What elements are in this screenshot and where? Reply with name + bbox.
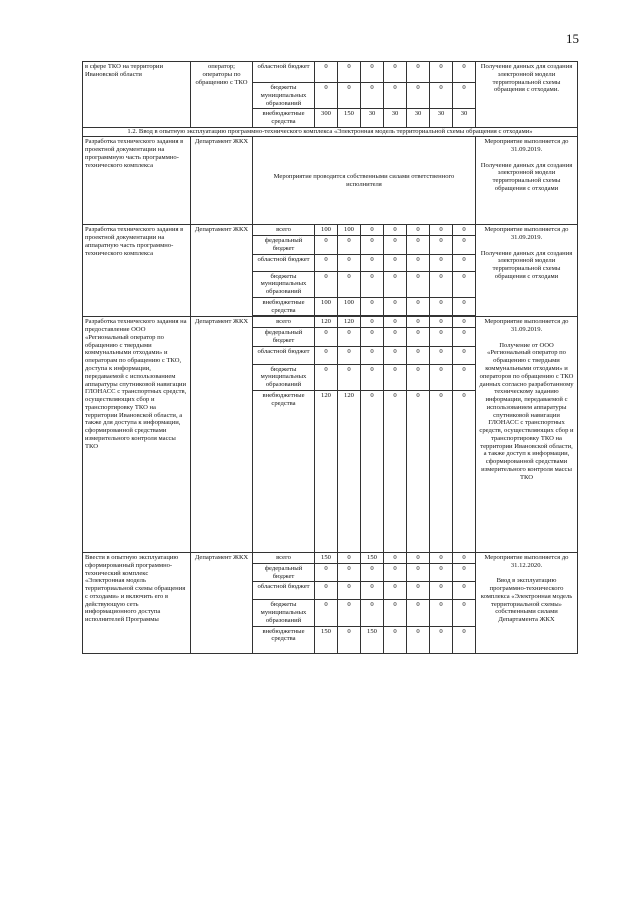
value-cell: 0 (384, 317, 407, 328)
funding-source: бюджеты муниципальных образований (253, 364, 315, 390)
value-cell: 0 (384, 236, 407, 255)
value-cell: 100 (338, 225, 361, 236)
table-row (83, 553, 578, 564)
value-cell: 0 (361, 600, 384, 626)
executor: оператор; операторы по обращению с ТКО (191, 62, 253, 128)
table-row (83, 62, 578, 83)
value-cell: 0 (430, 236, 453, 255)
expected-result: Мероприятие выполняется до 31.12.2020. Ввод в эксплуатацию программно-технического комплекса «Электронная модель территориальной схемы» собственными силами Департамента ЖКХ (476, 553, 578, 654)
funding-source: всего (253, 553, 315, 564)
value-cell: 0 (361, 391, 384, 553)
value-cell: 0 (430, 317, 453, 328)
value-cell: 0 (384, 328, 407, 347)
funding-source: областной бюджет (253, 346, 315, 364)
value-cell: 0 (430, 271, 453, 297)
value-cell: 0 (430, 582, 453, 600)
value-cell: 0 (361, 297, 384, 316)
value-cell: 0 (384, 62, 407, 83)
value-cell: 120 (315, 391, 338, 553)
value-cell: 0 (430, 563, 453, 582)
funding-source: всего (253, 225, 315, 236)
value-cell: 0 (338, 626, 361, 653)
value-cell: 150 (361, 626, 384, 653)
value-cell: 0 (361, 225, 384, 236)
value-cell: 0 (453, 553, 476, 564)
value-cell: 0 (453, 563, 476, 582)
value-cell: 0 (361, 83, 384, 109)
value-cell: 0 (384, 364, 407, 390)
value-cell: 0 (384, 83, 407, 109)
value-cell: 0 (453, 254, 476, 271)
value-cell: 0 (407, 254, 430, 271)
value-cell: 0 (315, 254, 338, 271)
value-cell: 150 (338, 109, 361, 128)
value-cell: 0 (315, 236, 338, 255)
value-cell: 0 (430, 328, 453, 347)
value-cell: 0 (361, 582, 384, 600)
activity-name: Разработка технического задания на предоставление ООО «Региональный оператор по обращению с твердыми коммунальными отходами» и операторам по обращению с ТКО, доступа к информации, передаваемой с использованием аппаратуры спутниковой навигации ГЛОНАСС с транспортных средств, осуществляющих сбор и транспортировку ТКО на территории Ивановской области, а также для доступа к информации, сформированной средствами измерительного контроля массы ТКО (83, 317, 191, 553)
activity-name: Ввести в опытную эксплуатацию сформированный программно-технический комплекс «Электронная модель территориальной схемы обращения с отходами» и включить его в действующую сеть информационного доступа исполнителей Программы (83, 553, 191, 654)
value-cell: 0 (338, 582, 361, 600)
funding-source: бюджеты муниципальных образований (253, 600, 315, 626)
funding-source: федеральный бюджет (253, 563, 315, 582)
value-cell: 0 (453, 582, 476, 600)
page-number: 15 (566, 31, 579, 46)
activity-name: Разработка технического задания в проектной документации на программную часть программно-технического комплекса (83, 137, 191, 225)
value-cell: 0 (384, 297, 407, 316)
value-cell: 0 (315, 582, 338, 600)
activity-name: в сфере ТКО на территории Ивановской области (83, 62, 191, 128)
value-cell: 0 (453, 225, 476, 236)
executor: Департамент ЖКХ (191, 225, 253, 317)
value-cell: 0 (338, 364, 361, 390)
value-cell: 0 (338, 83, 361, 109)
value-cell: 0 (361, 563, 384, 582)
funding-source: областной бюджет (253, 62, 315, 83)
value-cell: 0 (361, 62, 384, 83)
value-cell: 0 (407, 236, 430, 255)
value-cell: 0 (430, 391, 453, 553)
value-cell: 0 (361, 346, 384, 364)
value-cell: 30 (361, 109, 384, 128)
funding-source: внебюджетные средства (253, 297, 315, 316)
program-activities-table (82, 61, 578, 654)
funding-source: областной бюджет (253, 254, 315, 271)
value-cell: 30 (384, 109, 407, 128)
value-cell: 0 (407, 563, 430, 582)
value-cell: 0 (338, 346, 361, 364)
funding-source: бюджеты муниципальных образований (253, 83, 315, 109)
value-cell: 0 (453, 391, 476, 553)
value-cell: 0 (384, 600, 407, 626)
value-cell: 0 (384, 563, 407, 582)
value-cell: 0 (453, 83, 476, 109)
value-cell: 0 (430, 297, 453, 316)
value-cell: 0 (407, 328, 430, 347)
value-cell: 0 (430, 225, 453, 236)
value-cell: 0 (361, 364, 384, 390)
value-cell: 0 (407, 600, 430, 626)
value-cell: 0 (361, 317, 384, 328)
value-cell: 0 (384, 553, 407, 564)
value-cell: 0 (315, 271, 338, 297)
value-cell: 150 (315, 553, 338, 564)
funding-source: внебюджетные средства (253, 109, 315, 128)
value-cell: 0 (453, 317, 476, 328)
value-cell: 0 (453, 328, 476, 347)
value-cell: 0 (361, 271, 384, 297)
funding-source: всего (253, 317, 315, 328)
value-cell: 0 (384, 626, 407, 653)
value-cell: 30 (407, 109, 430, 128)
value-cell: 30 (453, 109, 476, 128)
value-cell: 0 (384, 582, 407, 600)
value-cell: 0 (453, 626, 476, 653)
value-cell: 0 (453, 364, 476, 390)
value-cell: 0 (315, 600, 338, 626)
table-row (83, 225, 578, 236)
executor: Департамент ЖКХ (191, 553, 253, 654)
value-cell: 0 (453, 236, 476, 255)
value-cell: 0 (384, 391, 407, 553)
own-resources-note: Мероприятие проводится собственными силами ответственного исполнителя (253, 137, 476, 225)
value-cell: 0 (315, 346, 338, 364)
value-cell: 0 (338, 600, 361, 626)
value-cell: 120 (338, 391, 361, 553)
value-cell: 100 (338, 297, 361, 316)
value-cell: 0 (361, 254, 384, 271)
value-cell: 0 (338, 271, 361, 297)
value-cell: 0 (407, 83, 430, 109)
activity-name: Разработка технического задания в проектной документации на аппаратную часть программно-технического комплекса (83, 225, 191, 317)
value-cell: 0 (407, 271, 430, 297)
expected-result: Мероприятие выполняется до 31.09.2019. Получение от ООО «Региональный оператор по обращению с твердыми коммунальными отходами» и операторов по обращению с ТКО данных согласно разработанному техническому заданию информации, передаваемой с использованием аппаратуры спутниковой навигации ГЛОНАСС с транспортных средств, осуществляющих сбор и транспортировку ТКО на территории Ивановской области, а также доступ к информации, сформированной средствами измерительного контроля массы ТКО (476, 317, 578, 553)
value-cell: 0 (430, 346, 453, 364)
value-cell: 0 (407, 626, 430, 653)
value-cell: 0 (453, 297, 476, 316)
funding-source: бюджеты муниципальных образований (253, 271, 315, 297)
value-cell: 0 (430, 553, 453, 564)
table-row (83, 317, 578, 328)
value-cell: 0 (407, 225, 430, 236)
funding-source: федеральный бюджет (253, 328, 315, 347)
value-cell: 0 (315, 62, 338, 83)
value-cell: 0 (453, 271, 476, 297)
value-cell: 150 (315, 626, 338, 653)
value-cell: 0 (453, 346, 476, 364)
value-cell: 0 (407, 364, 430, 390)
value-cell: 0 (430, 83, 453, 109)
funding-source: областной бюджет (253, 582, 315, 600)
value-cell: 0 (407, 346, 430, 364)
value-cell: 30 (430, 109, 453, 128)
value-cell: 0 (338, 328, 361, 347)
value-cell: 0 (384, 254, 407, 271)
value-cell: 0 (384, 346, 407, 364)
executor: Департамент ЖКХ (191, 137, 253, 225)
value-cell: 0 (407, 553, 430, 564)
value-cell: 0 (384, 271, 407, 297)
expected-result: Получение данных для создания электронной модели территориальной схемы обращения с отходами. (476, 62, 578, 128)
value-cell: 0 (407, 582, 430, 600)
value-cell: 150 (361, 553, 384, 564)
value-cell: 0 (338, 236, 361, 255)
section-heading-row (83, 128, 578, 137)
value-cell: 0 (315, 364, 338, 390)
funding-source: внебюджетные средства (253, 391, 315, 553)
value-cell: 100 (315, 297, 338, 316)
value-cell: 0 (407, 317, 430, 328)
funding-source: федеральный бюджет (253, 236, 315, 255)
expected-result: Мероприятие выполняется до 31.09.2019. Получение данных для создания электронной модели территориальной схемы обращения с отходами (476, 225, 578, 317)
value-cell: 0 (338, 553, 361, 564)
value-cell: 100 (315, 225, 338, 236)
value-cell: 0 (361, 328, 384, 347)
value-cell: 0 (430, 62, 453, 83)
value-cell: 0 (453, 62, 476, 83)
value-cell: 0 (453, 600, 476, 626)
value-cell: 0 (430, 626, 453, 653)
executor: Департамент ЖКХ (191, 317, 253, 553)
value-cell: 0 (430, 600, 453, 626)
value-cell: 0 (338, 62, 361, 83)
value-cell: 0 (338, 563, 361, 582)
value-cell: 0 (315, 563, 338, 582)
value-cell: 0 (407, 62, 430, 83)
value-cell: 120 (315, 317, 338, 328)
value-cell: 0 (430, 254, 453, 271)
value-cell: 0 (338, 254, 361, 271)
value-cell: 0 (430, 364, 453, 390)
expected-result: Мероприятие выполняется до 31.09.2019. Получение данных для создания электронной модели территориальной схемы обращения с отходами (476, 137, 578, 225)
value-cell: 120 (338, 317, 361, 328)
value-cell: 0 (384, 225, 407, 236)
value-cell: 0 (315, 328, 338, 347)
table-row (83, 137, 578, 225)
value-cell: 0 (361, 236, 384, 255)
value-cell: 300 (315, 109, 338, 128)
value-cell: 0 (315, 83, 338, 109)
funding-source: внебюджетные средства (253, 626, 315, 653)
value-cell: 0 (407, 297, 430, 316)
value-cell: 0 (407, 391, 430, 553)
section-heading: 1.2. Ввод в опытную эксплуатацию программно-технического комплекса «Электронная модель территориальной схемы обращения с отходами» (83, 128, 578, 137)
